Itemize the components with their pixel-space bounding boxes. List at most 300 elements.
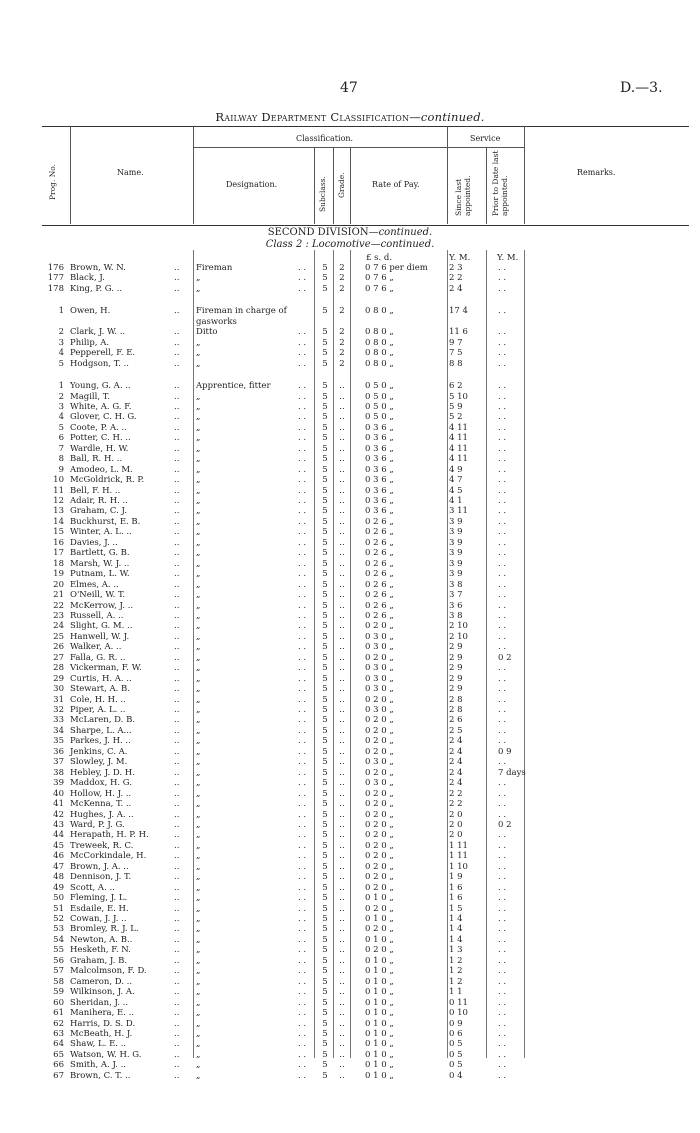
service-cell: 0 5	[449, 1049, 463, 1060]
header-name: Name.	[117, 168, 144, 177]
service-cell: 4 9	[449, 464, 463, 475]
service-cell: 0 6	[449, 1028, 463, 1039]
table-row	[0, 830, 700, 840]
header-designation: Designation.	[226, 180, 278, 189]
leader-cell: ..	[174, 799, 180, 810]
leader-cell: . .	[298, 381, 307, 392]
designation-cell: „	[196, 997, 201, 1008]
table-row	[0, 580, 700, 590]
leader-cell: . .	[298, 506, 307, 517]
name-cell: Fleming, J. L.	[70, 893, 128, 904]
name-cell: McKerrow, J. ..	[70, 600, 134, 611]
designation-cell: „	[196, 642, 201, 653]
prog-no-cell: 66	[53, 1060, 64, 1071]
name-cell: McCorkindale, H.	[70, 851, 147, 862]
service-cell: 1 1	[449, 987, 463, 998]
leader-cell: . .	[298, 997, 307, 1008]
name-cell: Dennison, J. T.	[70, 872, 132, 883]
leader-cell: . .	[298, 516, 307, 527]
name-cell: Smith, A. J. ..	[70, 1060, 126, 1071]
prior-service-cell: 7 days	[498, 767, 526, 778]
designation-cell: „	[196, 767, 201, 778]
leader-cell: . .	[298, 882, 307, 893]
prior-service-cell: . .	[498, 569, 507, 580]
grade-cell: ..	[339, 809, 345, 820]
table-row	[0, 987, 700, 997]
table-row	[0, 1050, 700, 1060]
division-title-suffix: —continued.	[368, 227, 433, 238]
header-divider	[350, 147, 351, 224]
prog-no-cell: 60	[53, 997, 64, 1008]
service-cell: 0 9	[449, 1018, 463, 1029]
grade-cell: ..	[339, 558, 345, 569]
prior-service-cell: . .	[498, 914, 507, 924]
subclass-cell: 5	[322, 610, 328, 621]
grade-cell: ..	[339, 1060, 345, 1071]
leader-cell: ..	[174, 569, 180, 580]
leader-cell: ..	[174, 976, 180, 987]
leader-cell: ..	[174, 443, 180, 454]
leader-cell: . .	[298, 976, 307, 987]
name-cell: Malcolmson, F. D.	[70, 966, 147, 977]
table-row	[0, 799, 700, 809]
name-cell: Philip, A.	[70, 337, 110, 348]
prog-no-cell: 43	[53, 819, 64, 830]
subclass-cell: 5	[322, 830, 328, 841]
subclass-cell: 5	[322, 443, 328, 454]
pay-cell: 0 5 0 „	[365, 381, 394, 392]
leader-cell: ..	[174, 527, 180, 538]
document-code: D.—3.	[620, 80, 663, 96]
leader-cell: ..	[174, 579, 180, 590]
leader-cell: . .	[298, 569, 307, 580]
name-cell: McKenna, T. ..	[70, 799, 132, 810]
designation-cell: „	[196, 527, 201, 538]
name-cell: Putnam, L. W.	[70, 569, 130, 580]
grade-cell: ..	[339, 914, 345, 924]
name-cell: Winter, A. L. ..	[70, 527, 132, 538]
leader-cell: ..	[174, 391, 180, 402]
table-row	[0, 423, 700, 433]
grade-cell: ..	[339, 610, 345, 621]
table-row	[0, 862, 700, 872]
leader-cell: ..	[174, 422, 180, 433]
leader-cell: ..	[174, 694, 180, 705]
leader-cell: . .	[298, 1018, 307, 1029]
pay-cell: 0 3 0 „	[365, 673, 394, 684]
leader-cell: ..	[174, 283, 180, 294]
designation-cell: „	[196, 757, 201, 768]
table-row	[0, 590, 700, 600]
prior-service-cell: . .	[498, 955, 507, 966]
table-row	[0, 945, 700, 955]
leader-cell: ..	[174, 966, 180, 977]
name-cell: Pepperell, F. E.	[70, 348, 136, 359]
pay-cell: 0 2 0 „	[365, 851, 394, 862]
header-divider	[486, 147, 487, 224]
service-cell: 3 9	[449, 537, 463, 548]
leader-cell: . .	[298, 715, 307, 726]
leader-cell: . .	[298, 673, 307, 684]
service-cell: 6 2	[449, 381, 463, 392]
designation-cell: „	[196, 830, 201, 841]
prog-no-cell: 22	[53, 600, 64, 611]
subclass-cell: 5	[322, 496, 328, 506]
header-divider	[193, 126, 194, 224]
prog-no-cell: 5	[58, 422, 64, 433]
subclass-cell: 5	[322, 337, 328, 348]
pay-cell: 0 2 6 „	[365, 590, 394, 601]
prior-service-cell: . .	[498, 1060, 507, 1071]
subclass-cell: 5	[322, 903, 328, 914]
prog-no-cell: 45	[53, 840, 64, 851]
designation-cell: „	[196, 590, 201, 601]
table-row	[0, 392, 700, 402]
service-cell: 2 5	[449, 725, 463, 736]
designation-cell: „	[196, 454, 201, 465]
pay-cell: 0 8 0 „	[365, 358, 394, 369]
subclass-cell: 5	[322, 1018, 328, 1029]
prior-service-cell: . .	[498, 401, 507, 412]
service-cell: 4 5	[449, 485, 463, 496]
subclass-cell: 5	[322, 705, 328, 715]
leader-cell: . .	[298, 1049, 307, 1060]
prog-no-cell: 9	[58, 464, 64, 475]
prior-service-cell: . .	[498, 283, 507, 294]
designation-cell: „	[196, 788, 201, 799]
leader-cell: ..	[174, 263, 180, 273]
designation-cell: „	[196, 987, 201, 998]
designation-cell: „	[196, 872, 201, 883]
designation-cell: „	[196, 705, 201, 715]
grade-cell: ..	[339, 412, 345, 423]
table-row	[0, 998, 700, 1008]
leader-cell: ..	[174, 590, 180, 601]
leader-cell: ..	[174, 725, 180, 736]
table-row	[0, 327, 700, 337]
prior-service-cell: . .	[498, 579, 507, 590]
name-cell: Ward, P. J. G.	[70, 819, 125, 830]
table-row	[0, 263, 700, 273]
leader-cell: ..	[174, 997, 180, 1008]
subclass-cell: 5	[322, 819, 328, 830]
pay-cell: 0 8 0 „	[365, 337, 394, 348]
name-cell: Magill, T.	[70, 391, 110, 402]
service-cell: 3 8	[449, 610, 463, 621]
pay-cell: 0 1 0 „	[365, 997, 394, 1008]
leader-cell: . .	[298, 1060, 307, 1071]
leader-cell: ..	[174, 358, 180, 369]
leader-cell: ..	[174, 1049, 180, 1060]
header-divider	[314, 147, 315, 224]
table-row	[0, 273, 700, 283]
name-cell: Cameron, D. ..	[70, 976, 133, 987]
service-cell: 1 4	[449, 914, 463, 924]
grade-cell: ..	[339, 903, 345, 914]
prog-no-cell: 10	[53, 475, 64, 486]
name-cell: Vickerman, F. W.	[70, 663, 142, 674]
prior-service-cell: . .	[498, 778, 507, 789]
header-divider	[447, 126, 448, 224]
leader-cell: . .	[298, 464, 307, 475]
leader-cell: . .	[298, 861, 307, 872]
header-prior-to-date: Prior to Date last appointed.	[491, 150, 509, 216]
designation-cell: „	[196, 1039, 201, 1050]
prog-no-cell: 178	[47, 283, 64, 294]
pay-cell: 0 3 6 „	[365, 485, 394, 496]
leader-cell: . .	[298, 433, 307, 444]
prior-service-cell: . .	[498, 997, 507, 1008]
table-row	[0, 338, 700, 348]
prog-no-cell: 40	[53, 788, 64, 799]
table-row	[0, 893, 700, 903]
prog-no-cell: 27	[53, 652, 64, 663]
prog-no-cell: 15	[53, 527, 64, 538]
grade-cell: ..	[339, 464, 345, 475]
prior-service-cell: . .	[498, 934, 507, 945]
leader-cell: ..	[174, 516, 180, 527]
leader-cell: . .	[298, 454, 307, 465]
pay-cell: 0 1 0 „	[365, 893, 394, 904]
designation-cell: „	[196, 652, 201, 663]
leader-cell: ..	[174, 861, 180, 872]
table-row	[0, 1060, 700, 1070]
leader-cell: ..	[174, 337, 180, 348]
grade-cell: ..	[339, 1008, 345, 1019]
grade-cell: ..	[339, 569, 345, 580]
leader-cell: ..	[174, 610, 180, 621]
grade-cell: 2	[339, 283, 345, 294]
designation-cell: „	[196, 464, 201, 475]
subclass-cell: 5	[322, 914, 328, 924]
pay-cell: 0 2 0 „	[365, 799, 394, 810]
prior-service-cell: . .	[498, 600, 507, 611]
leader-cell: . .	[298, 337, 307, 348]
grade-cell: ..	[339, 422, 345, 433]
grade-cell: ..	[339, 579, 345, 590]
leader-cell: ..	[174, 652, 180, 663]
table-row	[0, 632, 700, 642]
leader-cell: ..	[174, 987, 180, 998]
leader-cell: . .	[298, 590, 307, 601]
subclass-cell: 5	[322, 746, 328, 757]
prior-service-cell: . .	[498, 358, 507, 369]
name-cell: Piper, A. L. ..	[70, 705, 126, 715]
prog-no-cell: 53	[53, 924, 64, 935]
service-cell: 2 9	[449, 684, 463, 695]
prog-no-cell: 55	[53, 945, 64, 956]
subclass-cell: 5	[322, 327, 328, 338]
leader-cell: ..	[174, 327, 180, 338]
designation-cell: „	[196, 600, 201, 611]
prior-service-cell: . .	[498, 1008, 507, 1019]
leader-cell: . .	[298, 851, 307, 862]
pay-cell: 0 5 0 „	[365, 391, 394, 402]
prior-service-cell: . .	[498, 337, 507, 348]
grade-cell: 2	[339, 348, 345, 359]
service-cell: 3 9	[449, 558, 463, 569]
grade-cell: ..	[339, 537, 345, 548]
pay-cell: 0 2 6 „	[365, 537, 394, 548]
pay-cell: 0 2 0 „	[365, 746, 394, 757]
prior-service-cell: . .	[498, 631, 507, 642]
prog-no-cell: 57	[53, 966, 64, 977]
grade-cell: ..	[339, 778, 345, 789]
grade-cell: ..	[339, 391, 345, 402]
service-cell: 11 6	[449, 327, 468, 338]
leader-cell: ..	[174, 558, 180, 569]
grade-cell: ..	[339, 819, 345, 830]
prior-service-cell: . .	[498, 830, 507, 841]
grade-cell: ..	[339, 443, 345, 454]
prog-no-cell: 26	[53, 642, 64, 653]
service-cell: 3 7	[449, 590, 463, 601]
header-classification: Classification.	[296, 134, 354, 143]
prior-service-cell: . .	[498, 506, 507, 517]
leader-cell: ..	[174, 348, 180, 359]
subclass-cell: 5	[322, 809, 328, 820]
prior-service-cell: . .	[498, 1039, 507, 1050]
subclass-cell: 5	[322, 767, 328, 778]
prog-no-cell: 38	[53, 767, 64, 778]
subclass-cell: 5	[322, 924, 328, 935]
leader-cell: . .	[298, 1039, 307, 1050]
prog-no-cell: 58	[53, 976, 64, 987]
grade-cell: ..	[339, 934, 345, 945]
prog-no-cell: 4	[58, 412, 64, 423]
grade-cell: ..	[339, 705, 345, 715]
subclass-cell: 5	[322, 799, 328, 810]
prior-service-cell: . .	[498, 893, 507, 904]
table-row	[0, 475, 700, 485]
service-cell: 1 4	[449, 924, 463, 935]
prog-no-cell: 1	[58, 306, 64, 317]
leader-cell: . .	[298, 684, 307, 695]
leader-cell: ..	[174, 663, 180, 674]
pay-cell: 0 2 0 „	[365, 840, 394, 851]
prior-service-cell: . .	[498, 976, 507, 987]
subclass-cell: 5	[322, 694, 328, 705]
name-cell: Slight, G. M. ..	[70, 621, 133, 632]
prior-service-cell: . .	[498, 694, 507, 705]
prior-service-cell: . .	[498, 273, 507, 284]
prior-service-cell: . .	[498, 443, 507, 454]
leader-cell: . .	[298, 903, 307, 914]
header-subclass: Subclass.	[318, 176, 327, 212]
leader-cell: . .	[298, 422, 307, 433]
table-row	[0, 284, 700, 294]
leader-cell: ..	[174, 945, 180, 956]
pay-cell: 0 3 6 „	[365, 454, 394, 465]
designation-cell: „	[196, 337, 201, 348]
designation-cell: „	[196, 569, 201, 580]
subclass-cell: 5	[322, 590, 328, 601]
service-cell: 3 9	[449, 516, 463, 527]
leader-cell: . .	[298, 443, 307, 454]
grade-cell: ..	[339, 966, 345, 977]
name-cell: O'Neill, W. T.	[70, 590, 126, 601]
pay-cell: 0 7 6 „	[365, 283, 394, 294]
subclass-cell: 5	[322, 663, 328, 674]
name-cell: Brown, C. T. ..	[70, 1070, 131, 1081]
subclass-cell: 5	[322, 945, 328, 956]
prog-no-cell: 50	[53, 893, 64, 904]
prior-service-cell: . .	[498, 516, 507, 527]
prog-no-cell: 3	[58, 337, 64, 348]
leader-cell: . .	[298, 348, 307, 359]
grade-cell: ..	[339, 924, 345, 935]
table-row	[0, 966, 700, 976]
leader-cell: . .	[298, 263, 307, 273]
table-row	[0, 569, 700, 579]
leader-cell: . .	[298, 736, 307, 747]
pay-cell: 0 8 0 „	[365, 348, 394, 359]
prog-no-cell: 61	[53, 1008, 64, 1019]
pay-cell: 0 1 0 „	[365, 1070, 394, 1081]
service-cell: 2 6	[449, 715, 463, 726]
designation-cell: „	[196, 283, 201, 294]
leader-cell: . .	[298, 1070, 307, 1081]
subclass-cell: 5	[322, 934, 328, 945]
grade-cell: ..	[339, 652, 345, 663]
name-cell: Buckhurst, E. B.	[70, 516, 141, 527]
name-cell: Sheridan, J. ..	[70, 997, 129, 1008]
leader-cell: . .	[298, 914, 307, 924]
header-divider	[333, 147, 334, 224]
pay-cell: 0 5 0 „	[365, 412, 394, 423]
prior-service-cell: . .	[498, 663, 507, 674]
leader-cell: . .	[298, 934, 307, 945]
leader-cell: . .	[298, 610, 307, 621]
name-cell: Cole, H. H. ..	[70, 694, 126, 705]
subclass-cell: 5	[322, 1060, 328, 1071]
leader-cell: ..	[174, 454, 180, 465]
leader-cell: ..	[174, 715, 180, 726]
prior-service-cell: . .	[498, 621, 507, 632]
designation-cell: „	[196, 1049, 201, 1060]
service-cell: 1 3	[449, 945, 463, 956]
designation-cell: „	[196, 391, 201, 402]
leader-cell: . .	[298, 652, 307, 663]
name-cell: Esdaile, E. H.	[70, 903, 129, 914]
subclass-cell: 5	[322, 273, 328, 284]
table-row	[0, 914, 700, 924]
header-divider	[70, 126, 71, 224]
pay-cell: 0 2 0 „	[365, 767, 394, 778]
name-cell: Wilkinson, J. A.	[70, 987, 135, 998]
subclass-cell: 5	[322, 485, 328, 496]
prior-service-cell: . .	[498, 809, 507, 820]
name-cell: Marsh, W. J. ..	[70, 558, 130, 569]
designation-cell: „	[196, 799, 201, 810]
pay-cell: 0 1 0 „	[365, 1060, 394, 1071]
name-cell: Hollow, H. J. ..	[70, 788, 132, 799]
pay-cell: 0 2 6 „	[365, 579, 394, 590]
table-row	[0, 695, 700, 705]
subclass-cell: 5	[322, 1070, 328, 1081]
table-row	[0, 705, 700, 715]
leader-cell: ..	[174, 381, 180, 392]
service-cell: 2 4	[449, 283, 463, 294]
service-cell: 1 2	[449, 966, 463, 977]
leader-cell: ..	[174, 306, 180, 317]
header-grade: Grade.	[337, 172, 346, 198]
leader-cell: . .	[298, 788, 307, 799]
name-cell: Jenkins, C. A.	[70, 746, 128, 757]
service-cell: 0 10	[449, 1008, 468, 1019]
pay-cell: 0 2 0 „	[365, 830, 394, 841]
prior-service-cell: . .	[498, 903, 507, 914]
